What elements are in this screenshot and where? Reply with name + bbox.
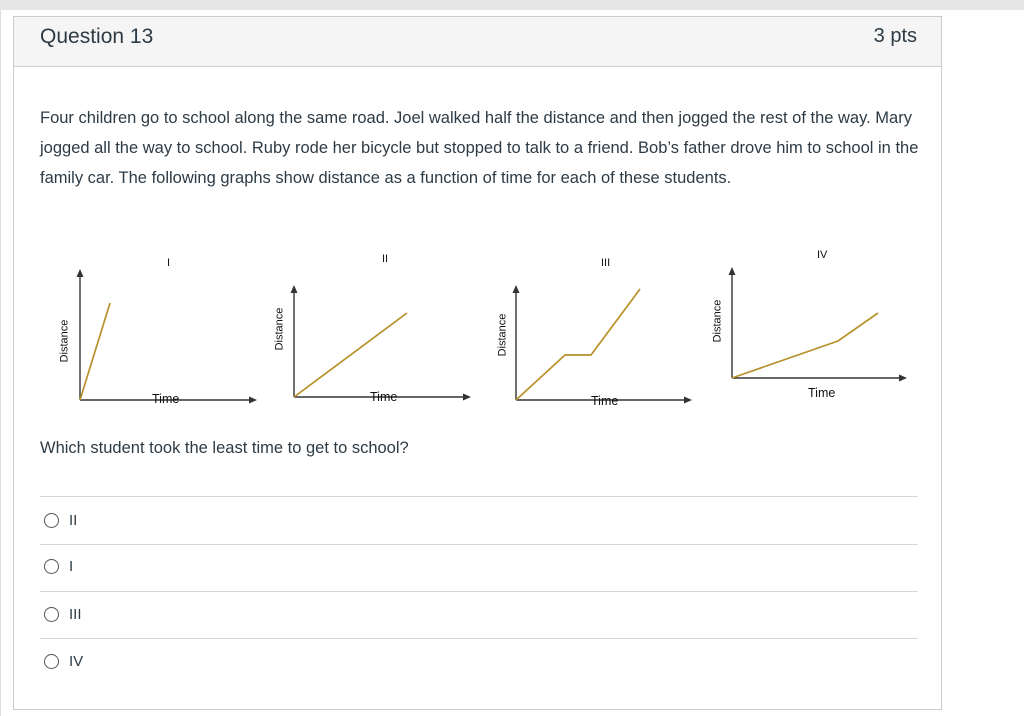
graph-1-y-arrow: [77, 269, 84, 277]
divider: [40, 496, 918, 497]
top-strip: [0, 0, 1024, 10]
graph-1-ylabel-box: [29, 321, 99, 361]
divider: [40, 544, 918, 545]
graph-4-ylabel: Distance: [710, 299, 723, 343]
graph-2-numeral: II: [382, 253, 389, 265]
graph-1-numeral: I: [167, 257, 171, 269]
graph-1-x-arrow: [249, 397, 257, 404]
answer-option-i[interactable]: [44, 554, 73, 578]
question-text: Four children go to school along the same road. Joel walked half the distance and then jogged the rest of the way. Mary jogged all the way to school. Ruby rode her bicycle but stopped to talk to a friend. Bob’s father drove him to school in the family car. The following graphs show distance as a function of time for each of these students.: [40, 109, 919, 187]
answer-option-label: III: [69, 605, 82, 623]
answer-option-iii[interactable]: [44, 602, 82, 626]
graph-4-line: [732, 313, 878, 378]
graph-2-ylabel-box: [244, 309, 314, 349]
graph-4-ylabel-box: [682, 301, 752, 341]
radio-button[interactable]: [44, 654, 59, 669]
graph-4-x-arrow: [899, 375, 907, 382]
answer-option-label: I: [69, 557, 74, 575]
question-card: [13, 16, 942, 710]
graph-3-ylabel-box: [467, 315, 537, 355]
answer-option-iv[interactable]: [44, 649, 83, 673]
graph-4-xlabel: Time: [808, 386, 836, 400]
graph-3-xlabel: Time: [591, 394, 619, 408]
radio-button[interactable]: [44, 559, 59, 574]
graph-3-y-arrow: [513, 285, 520, 293]
graph-4-numeral: IV: [817, 249, 828, 261]
graph-2-ylabel: Distance: [272, 307, 285, 351]
question-title: Question 13: [40, 25, 154, 48]
graph-3-numeral: III: [601, 257, 611, 269]
graph-2-y-arrow: [291, 285, 298, 293]
answer-option-label: II: [69, 511, 78, 529]
question-points: 3 pts: [873, 25, 917, 47]
answer-option-ii[interactable]: [44, 508, 77, 532]
graph-2-x-arrow: [463, 394, 471, 401]
graph-1-ylabel: Distance: [57, 319, 70, 363]
answer-option-label: IV: [69, 652, 84, 670]
graph-3-ylabel: Distance: [495, 313, 508, 357]
graph-4: [708, 257, 918, 427]
question-prompt: Which student took the least time to get to school?: [40, 439, 409, 457]
divider: [40, 638, 918, 639]
radio-button[interactable]: [44, 513, 59, 528]
graph-2-xlabel: Time: [370, 390, 398, 404]
page-left-rule: [0, 10, 1, 716]
graph-3-x-arrow: [684, 397, 692, 404]
graph-4-y-arrow: [729, 267, 736, 275]
radio-button[interactable]: [44, 607, 59, 622]
graph-1-xlabel: Time: [152, 392, 180, 406]
question-header: [14, 17, 941, 67]
divider: [40, 591, 918, 592]
